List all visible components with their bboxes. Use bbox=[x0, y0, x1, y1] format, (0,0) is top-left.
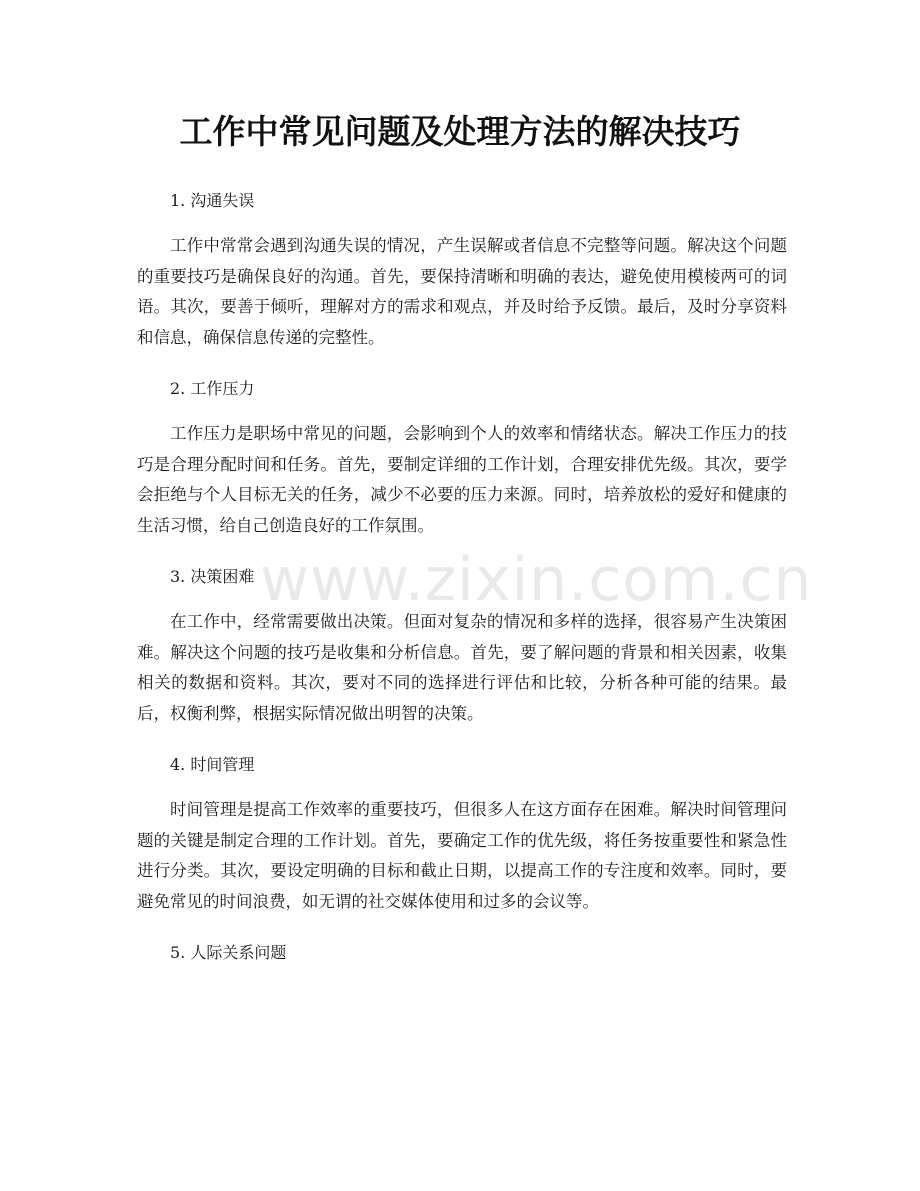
document-content bbox=[137, 184, 787, 983]
section-interpersonal bbox=[137, 936, 787, 970]
section-heading: 1. 沟通失误 bbox=[170, 191, 255, 210]
watermark-text: www.zixin.com.cn bbox=[260, 545, 813, 615]
section-heading: 3. 决策困难 bbox=[170, 567, 255, 586]
section-heading: 2. 工作压力 bbox=[170, 379, 255, 398]
section-time-management bbox=[137, 748, 787, 917]
section-paragraph: 在工作中，经常需要做出决策。但面对复杂的情况和多样的选择，很容易产生决策困难。解决这个问题的技巧是收集和分析信息。首先，要了解问题的背景和相关因素，收集相关的数据和资料。其次，要对不同的选择进行评估和比较，分析各种可能的结果。最后，权衡利弊，根据实际情况做出明智的决策。 bbox=[137, 612, 787, 723]
section-heading: 4. 时间管理 bbox=[170, 755, 255, 774]
section-work-pressure bbox=[137, 372, 787, 541]
section-paragraph: 工作中常常会遇到沟通失误的情况，产生误解或者信息不完整等问题。解决这个问题的重要技巧是确保良好的沟通。首先，要保持清晰和明确的表达，避免使用模棱两可的词语。其次，要善于倾听，理解对方的需求和观点，并及时给予反馈。最后，及时分享资料和信息，确保信息传递的完整性。 bbox=[137, 236, 787, 347]
section-paragraph: 工作压力是职场中常见的问题，会影响到个人的效率和情绪状态。解决工作压力的技巧是合理分配时间和任务。首先，要制定详细的工作计划，合理安排优先级。其次，要学会拒绝与个人目标无关的任务，减少不必要的压力来源。同时，培养放松的爱好和健康的生活习惯，给自己创造良好的工作氛围。 bbox=[137, 424, 787, 535]
section-heading: 5. 人际关系问题 bbox=[170, 943, 287, 962]
section-communication bbox=[137, 184, 787, 353]
section-decision-making bbox=[137, 560, 787, 729]
section-paragraph: 时间管理是提高工作效率的重要技巧，但很多人在这方面存在困难。解决时间管理问题的关键是制定合理的工作计划。首先，要确定工作的优先级，将任务按重要性和紧急性进行分类。其次，要设定明确的目标和截止日期，以提高工作的专注度和效率。同时，要避免常见的时间浪费，如无谓的社交媒体使用和过多的会议等。 bbox=[137, 800, 787, 911]
document-title: 工作中常见问题及处理方法的解决技巧 bbox=[179, 112, 741, 151]
